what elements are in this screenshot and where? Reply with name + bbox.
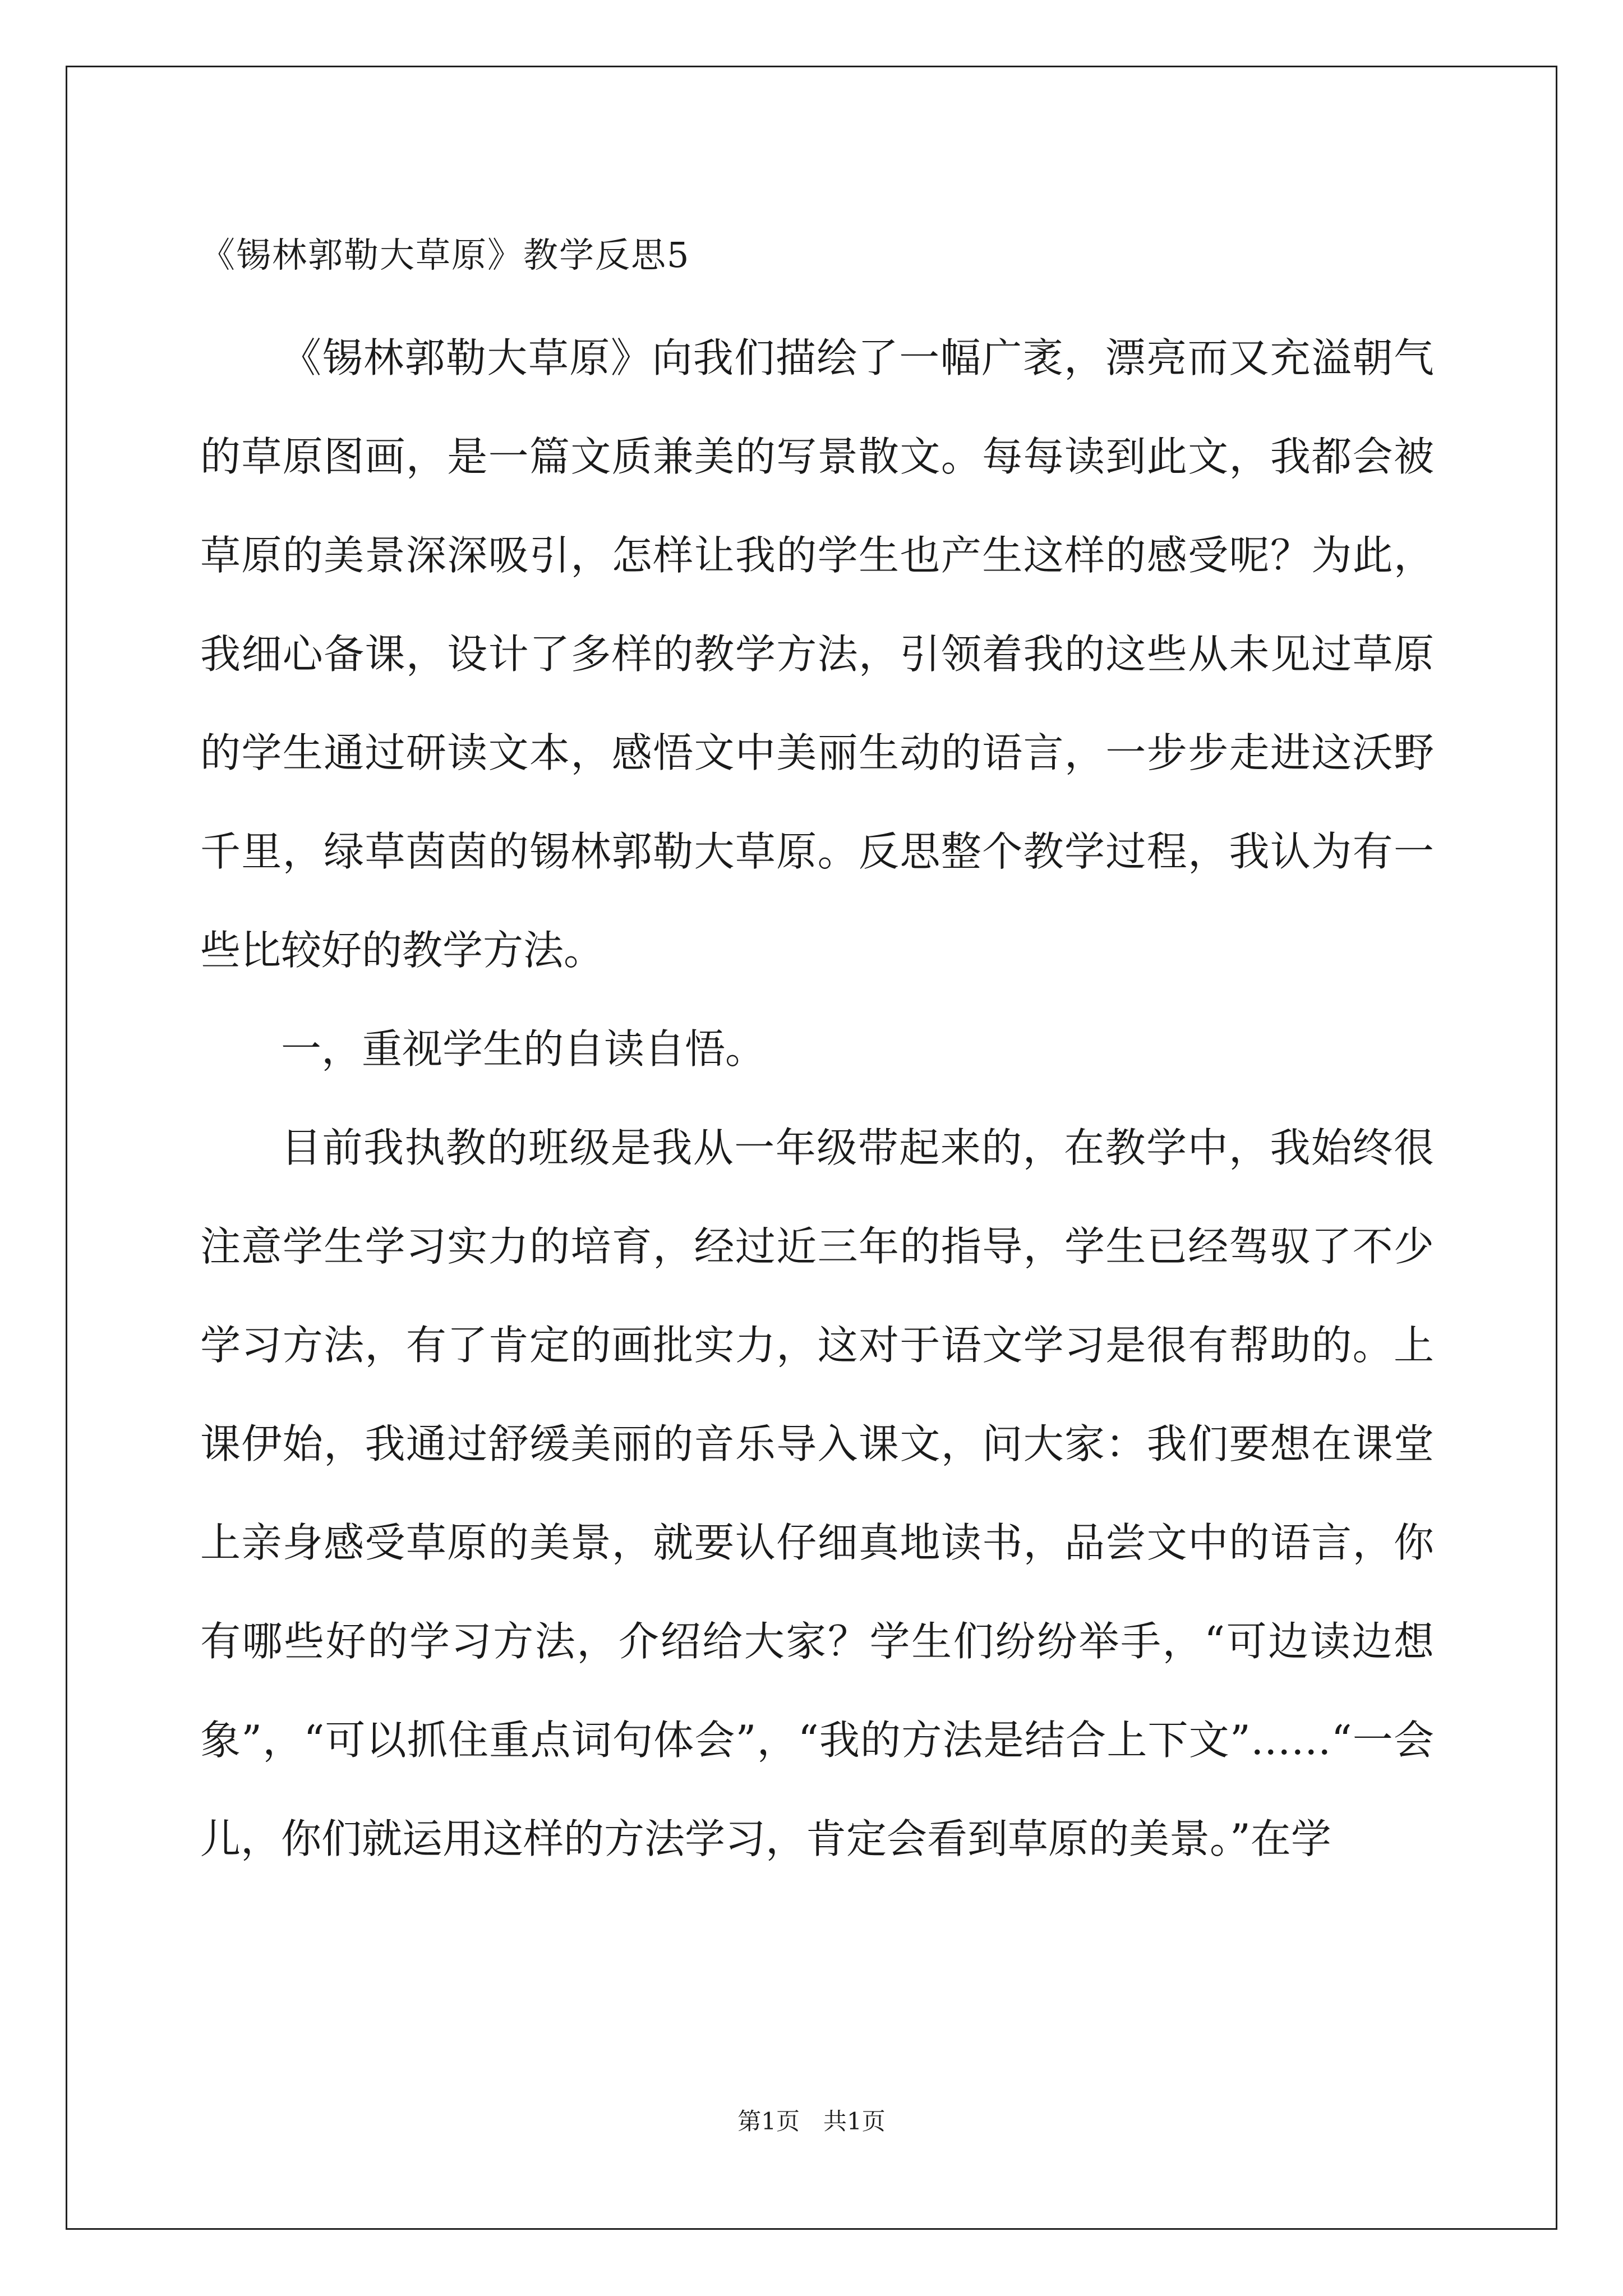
- page-number-footer: 第1页 共1页: [737, 2108, 886, 2135]
- document-body: [200, 213, 1434, 1888]
- paragraph: 目前我执教的班级是我从一年级带起来的，在教学中，我始终很注意学生学习实力的培育，经过近三年的指导，学生已经驾驭了不少学习方法，有了肯定的画批实力，这对于语文学习是很有帮助的。上课伊始，我通过舒缓美丽的音乐导入课文，问大家：我们要想在课堂上亲身感受草原的美景，就要认仔细真地读书，品尝文中的语言，你有哪些好的学习方法，介绍给大家？学生们纷纷举手，“可边读边想象”，“可以抓住重点词句体会”，“我的方法是结合上下文”……“一会儿，你们就运用这样的方法学习，肯定会看到草原的美景。”在学: [200, 1124, 1434, 1862]
- paragraph: 《锡林郭勒大草原》向我们描绘了一幅广袤，漂亮而又充溢朝气的草原图画，是一篇文质兼美的写景散文。每每读到此文，我都会被草原的美景深深吸引，怎样让我的学生也产生这样的感受呢？为此，我细心备课，设计了多样的教学方法，引领着我的这些从未见过草原的学生通过研读文本，感悟文中美丽生动的语言，一步步走进这沃野千里，绿草茵茵的锡林郭勒大草原。反思整个教学过程，我认为有一些比较好的教学方法。: [200, 334, 1434, 974]
- paragraph: 一，重视学生的自读自悟。: [281, 1025, 766, 1073]
- document-title: 《锡林郭勒大草原》教学反思5: [200, 234, 690, 275]
